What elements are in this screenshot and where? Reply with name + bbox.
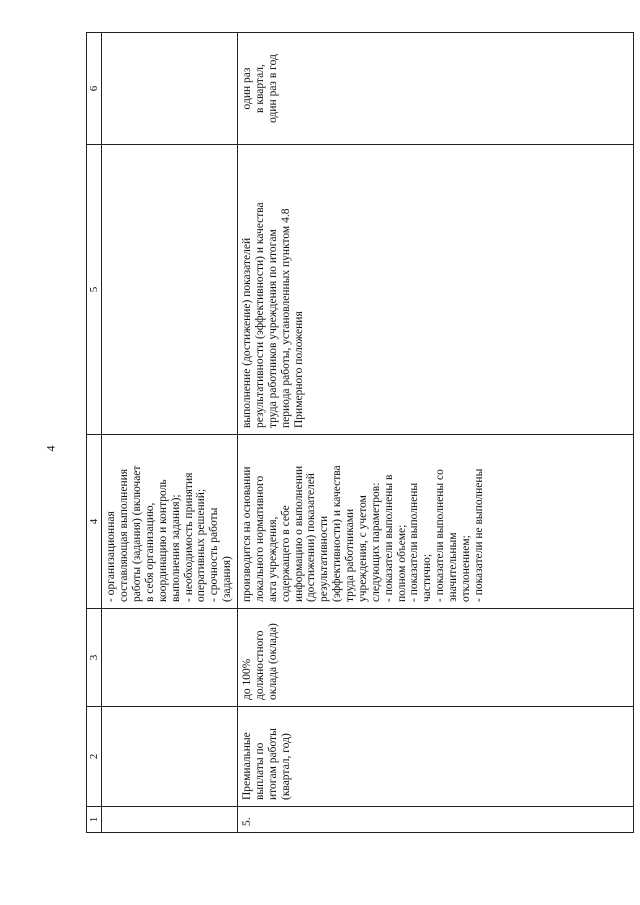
rotated-table-container [86,33,634,833]
row5-c4-line: - показатели выполнены со [434,469,447,602]
header-col-4: 4 [87,435,102,609]
row5-payment-type [238,707,634,807]
cont-c4-line: координацию и контроль [156,479,169,602]
row5-c4-line: информацию о выполнении [292,465,305,602]
row5-c6-line: один раз [241,67,254,110]
row5-c4-line: труда работниками [344,508,357,602]
row5-number: 5. [238,807,634,833]
row5-c4-line: - показатели выполнены в [382,474,395,602]
row5-c6-line: один раз в год [266,54,279,123]
header-col-5: 5 [87,145,102,435]
row5-c6-line: в квартал, [253,64,266,113]
row5-criteria [238,145,634,435]
row5-c4-line: следующих параметров: [369,482,382,602]
row5-c4-line: локального нормативного [253,475,266,602]
header-col-2: 2 [87,707,102,807]
cont-c4-line: составляющая выполнения [118,468,131,602]
row5-c2-line: итогам работы [266,728,279,800]
row5-c2-line: Премиальные [241,732,254,800]
table-header-row [87,33,102,833]
row5-c4-line: - показатели не выполнены [472,468,485,602]
document-table [86,32,634,833]
row5-c3-line: до 100% [241,658,254,700]
row5-c2-line: выплаты по [253,742,266,800]
header-col-1: 1 [87,807,102,833]
row5-c5-line: периода работы, установленных пунктом 4.8 [279,208,292,428]
cont-cell-1 [102,807,238,833]
row5-frequency [238,33,634,145]
cont-c4-line: - срочность работы [208,507,221,602]
row5-c3-line: должностного [253,630,266,700]
cont-cell-2 [102,707,238,807]
row5-c5-line: Примерного положения [292,311,305,428]
rotated-table-sheet [86,33,634,833]
row5-c4-line: акта учреждения, [266,516,279,602]
page-number: 4 [43,445,58,452]
row5-c4-line: производится на основании [241,466,254,602]
cont-cell-5 [102,145,238,435]
table-row-5 [238,33,634,833]
cont-cell-6 [102,33,238,145]
cont-c4-line: - организационная [105,511,118,602]
row5-c4-line: результативности [318,515,331,602]
cont-c4-line: в себя организацию, [143,502,156,602]
row5-c4-line: частично; [421,553,434,602]
cont-c4-line: - необходимость принятия [182,472,195,602]
cont-c4-line: оперативных решений; [195,488,208,602]
row5-c4-line: (эффективности) и качества [331,465,344,602]
row5-amount [238,609,634,707]
cont-c4-line: (задания) [221,556,234,602]
row5-c5-line: результативности (эффективности) и качества [253,202,266,428]
row5-c4-line: значительным [447,532,460,602]
cont-c4-line: выполнения задания); [169,494,182,602]
cont-cell-3 [102,609,238,707]
header-col-3: 3 [87,609,102,707]
row5-c3-line: оклада (оклада) [266,623,279,700]
row5-c4-line: учреждения, с учетом [356,495,369,602]
row5-c4-line: отклонением; [459,535,472,602]
row5-c4-line: полном объеме; [395,524,408,602]
row5-c4-line: (достижении) показателей [305,473,318,602]
row5-c5-line: выполнение (достижение) показателей [241,237,254,428]
header-col-6: 6 [87,33,102,145]
row5-c2-line: (квартал, год) [279,733,292,800]
row5-c4-line: - показатели выполнены [408,482,421,602]
row5-conditions [238,435,634,609]
row5-c4-line: содержащего в себе [279,505,292,602]
cont-cell-4 [102,435,238,609]
cont-c4-line: работы (задания) (включает [131,465,144,602]
row5-c5-line: труда работников учреждения по итогам [266,229,279,428]
table-row-continuation [102,33,238,833]
